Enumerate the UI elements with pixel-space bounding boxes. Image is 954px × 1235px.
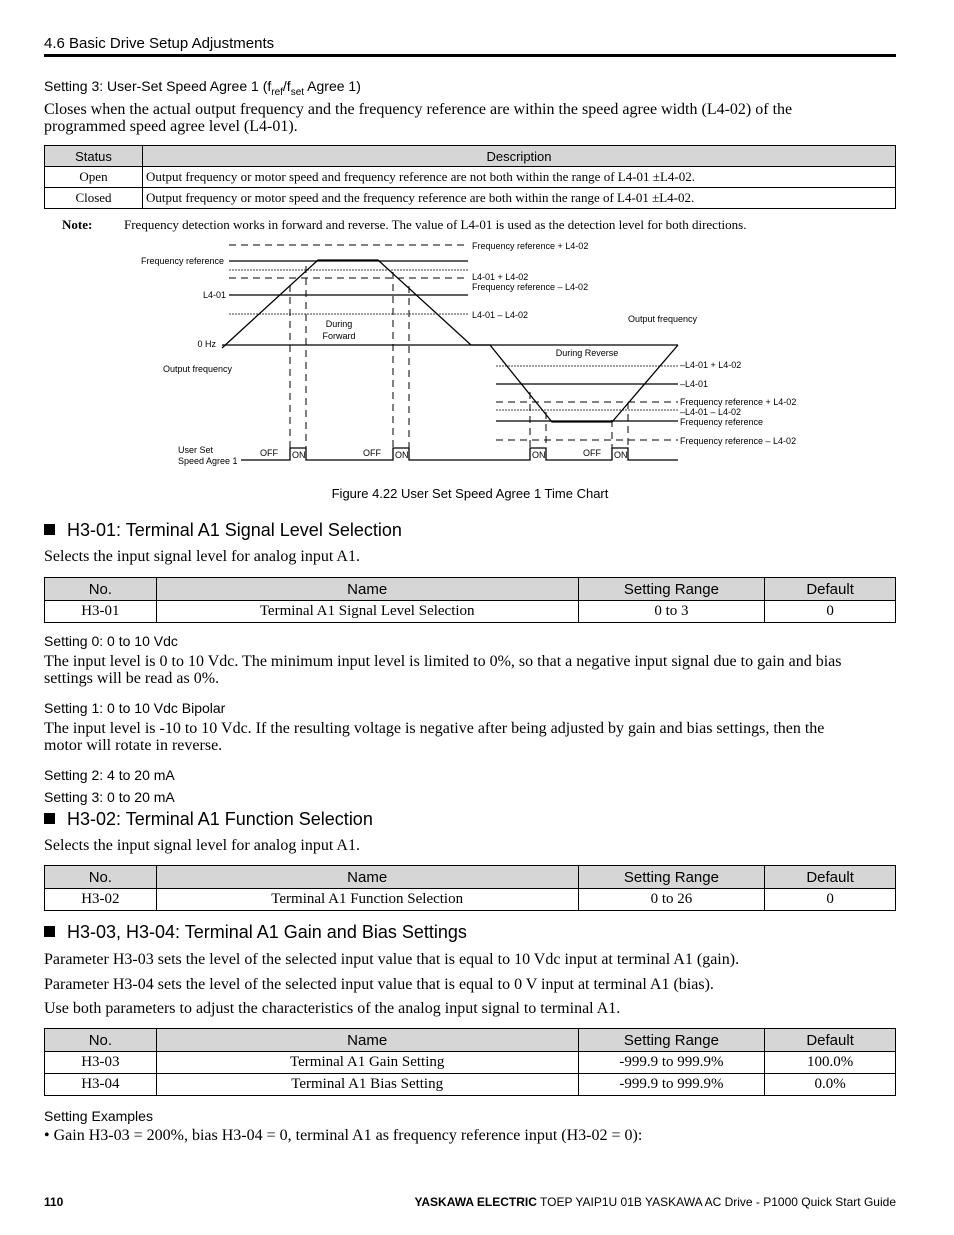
setting-example-bullet: • Gain H3-03 = 200%, bias H3-04 = 0, terminal A1 as frequency reference input (H3-02 = 0): <box>44 1127 643 1144</box>
param-default-cell: 0 <box>765 889 896 911</box>
h3-usage-para: Use both parameters to adjust the characteristics of the analog input signal to terminal A1. <box>44 1000 621 1017</box>
square-bullet-icon <box>44 813 55 824</box>
description-cell: Output frequency or motor speed and the frequency reference are both within the range of L4-01 ±L4-02. <box>143 188 896 209</box>
freq-ref-label: Frequency reference <box>140 256 224 266</box>
rev-freq-ref-plus-label: Frequency reference + L4-02 <box>680 397 797 407</box>
neg-l401-minus-label: –L4-01 – L4-02 <box>680 407 742 417</box>
speed-agree-signal <box>241 448 678 460</box>
setting-1-line2: motor will rotate in reverse. <box>44 737 223 754</box>
header-rule <box>44 54 896 57</box>
setting-0-line1: The input level is 0 to 10 Vdc. The minimum input level is limited to 0%, so that a negative input signal due to gain and bias <box>44 653 842 670</box>
setting-range-header: Setting Range <box>578 866 765 889</box>
speed-agree-heading-prefix: Setting 3: User-Set Speed Agree 1 (f <box>44 78 272 94</box>
l401-plus-label: L4-01 + L4-02 <box>472 272 529 282</box>
param-default-cell: 100.0% <box>765 1052 896 1074</box>
status-header: Status <box>45 146 143 167</box>
h3-03-04-table <box>44 1028 896 1096</box>
table-row <box>45 889 896 911</box>
param-name-cell: Terminal A1 Signal Level Selection <box>156 601 578 623</box>
param-default-cell: 0 <box>765 601 896 623</box>
table-row <box>45 167 896 188</box>
heading-sub-set: set <box>290 86 305 98</box>
h3-01-intro: Selects the input signal level for analog input A1. <box>44 548 360 565</box>
h3-03-para: Parameter H3-03 sets the level of the selected input value that is equal to 10 Vdc input at terminal A1 (gain). <box>44 951 740 968</box>
h3-03-04-heading <box>44 922 467 943</box>
h3-02-intro: Selects the input signal level for analog input A1. <box>44 837 360 854</box>
rev-freq-ref-label: Frequency reference <box>680 417 764 427</box>
h3-01-heading-text: H3-01: Terminal A1 Signal Level Selection <box>67 520 402 540</box>
during-reverse-label: During Reverse <box>555 348 619 358</box>
param-name-cell: Terminal A1 Bias Setting <box>156 1074 578 1096</box>
default-header: Default <box>765 866 896 889</box>
on-label: ON <box>395 450 409 460</box>
footer-doc-title: TOEP YAIP1U 01B YASKAWA AC Drive - P1000 Quick Start Guide <box>536 1195 896 1209</box>
on-label: ON <box>292 450 306 460</box>
zero-hz-label: 0 Hz <box>197 339 216 349</box>
setting-0-heading: Setting 0: 0 to 10 Vdc <box>44 633 178 649</box>
l401-label: L4-01 <box>202 290 226 300</box>
footer-brand: YASKAWA ELECTRIC <box>414 1195 537 1209</box>
h3-04-para: Parameter H3-04 sets the level of the selected input value that is equal to 0 V input at terminal A1 (bias). <box>44 976 714 993</box>
no-header: No. <box>45 1029 157 1052</box>
param-range-cell: 0 to 3 <box>578 601 765 623</box>
description-header: Description <box>143 146 896 167</box>
setting-1-heading: Setting 1: 0 to 10 Vdc Bipolar <box>44 700 226 716</box>
speed-agree-time-chart <box>0 235 954 470</box>
user-set-label-2: Speed Agree 1 <box>178 456 238 466</box>
page-number: 110 <box>44 1195 64 1209</box>
rev-freq-ref-minus-label: Frequency reference – L4-02 <box>680 436 797 446</box>
during-forward-label-1: During <box>325 319 353 329</box>
heading-sub-ref: ref <box>271 86 283 98</box>
param-no-cell: H3-04 <box>45 1074 157 1096</box>
h3-02-table <box>44 865 896 911</box>
setting-examples-heading: Setting Examples <box>44 1108 153 1124</box>
output-frequency-left-label: Output frequency <box>162 364 232 374</box>
off-label: OFF <box>363 448 381 458</box>
param-range-cell: 0 to 26 <box>578 889 765 911</box>
l401-minus-label: L4-01 – L4-02 <box>472 310 529 320</box>
name-header: Name <box>156 578 578 601</box>
table-row <box>45 601 896 623</box>
setting-range-header: Setting Range <box>578 578 765 601</box>
param-no-cell: H3-03 <box>45 1052 157 1074</box>
param-range-cell: -999.9 to 999.9% <box>578 1052 765 1074</box>
h3-01-heading <box>44 520 402 541</box>
output-frequency-right-label: Output frequency <box>628 314 698 324</box>
param-name-cell: Terminal A1 Function Selection <box>156 889 578 911</box>
h3-02-heading <box>44 809 373 830</box>
speed-agree-body-line1: Closes when the actual output frequency and the frequency reference are within the speed agree width (L4-02) of the <box>44 101 793 118</box>
name-header: Name <box>156 866 578 889</box>
heading-suffix: Agree 1) <box>304 78 361 94</box>
no-header: No. <box>45 866 157 889</box>
footer-doc-info <box>414 1195 896 1209</box>
speed-agree-heading <box>44 78 361 98</box>
setting-range-header: Setting Range <box>578 1029 765 1052</box>
table-row <box>45 1052 896 1074</box>
table-row <box>45 188 896 209</box>
freq-ref-plus-label: Frequency reference + L4-02 <box>472 241 589 251</box>
param-default-cell: 0.0% <box>765 1074 896 1096</box>
status-cell: Closed <box>45 188 143 209</box>
heading-slash: /f <box>282 78 291 94</box>
default-header: Default <box>765 1029 896 1052</box>
setting-2-heading: Setting 2: 4 to 20 mA <box>44 767 175 783</box>
table-row <box>45 1074 896 1096</box>
neg-l401-label: –L4-01 <box>680 379 709 389</box>
speed-agree-body-line2: programmed speed agree level (L4-01). <box>44 118 298 135</box>
param-range-cell: -999.9 to 999.9% <box>578 1074 765 1096</box>
setting-0-line2: settings will be read as 0%. <box>44 670 220 687</box>
description-cell: Output frequency or motor speed and frequency reference are not both within the range of L4-01 ±L4-02. <box>143 167 896 188</box>
freq-ref-minus-label: Frequency reference – L4-02 <box>472 282 589 292</box>
note-text: Frequency detection works in forward and reverse. The value of L4-01 is used as the detection level for both directions. <box>124 217 747 232</box>
square-bullet-icon <box>44 926 55 937</box>
off-label: OFF <box>583 448 601 458</box>
note-label: Note: <box>62 217 93 232</box>
status-table <box>44 145 896 209</box>
h3-03-04-heading-text: H3-03, H3-04: Terminal A1 Gain and Bias Settings <box>67 922 467 942</box>
square-bullet-icon <box>44 524 55 535</box>
status-cell: Open <box>45 167 143 188</box>
no-header: No. <box>45 578 157 601</box>
default-header: Default <box>765 578 896 601</box>
during-forward-label-2: Forward <box>322 331 356 341</box>
name-header: Name <box>156 1029 578 1052</box>
h3-01-table <box>44 577 896 623</box>
neg-l401-plus-label: –L4-01 + L4-02 <box>680 360 742 370</box>
setting-3-heading: Setting 3: 0 to 20 mA <box>44 789 175 805</box>
figure-caption: Figure 4.22 User Set Speed Agree 1 Time Chart <box>331 486 609 501</box>
page-header-title: 4.6 Basic Drive Setup Adjustments <box>44 35 275 52</box>
param-no-cell: H3-02 <box>45 889 157 911</box>
user-set-label-1: User Set <box>178 445 214 455</box>
on-label: ON <box>614 450 628 460</box>
on-label: ON <box>532 450 546 460</box>
setting-1-line1: The input level is -10 to 10 Vdc. If the resulting voltage is negative after being adjusted by gain and bias settings, then the <box>44 720 825 737</box>
param-name-cell: Terminal A1 Gain Setting <box>156 1052 578 1074</box>
h3-02-heading-text: H3-02: Terminal A1 Function Selection <box>67 809 373 829</box>
off-label: OFF <box>260 448 278 458</box>
param-no-cell: H3-01 <box>45 601 157 623</box>
